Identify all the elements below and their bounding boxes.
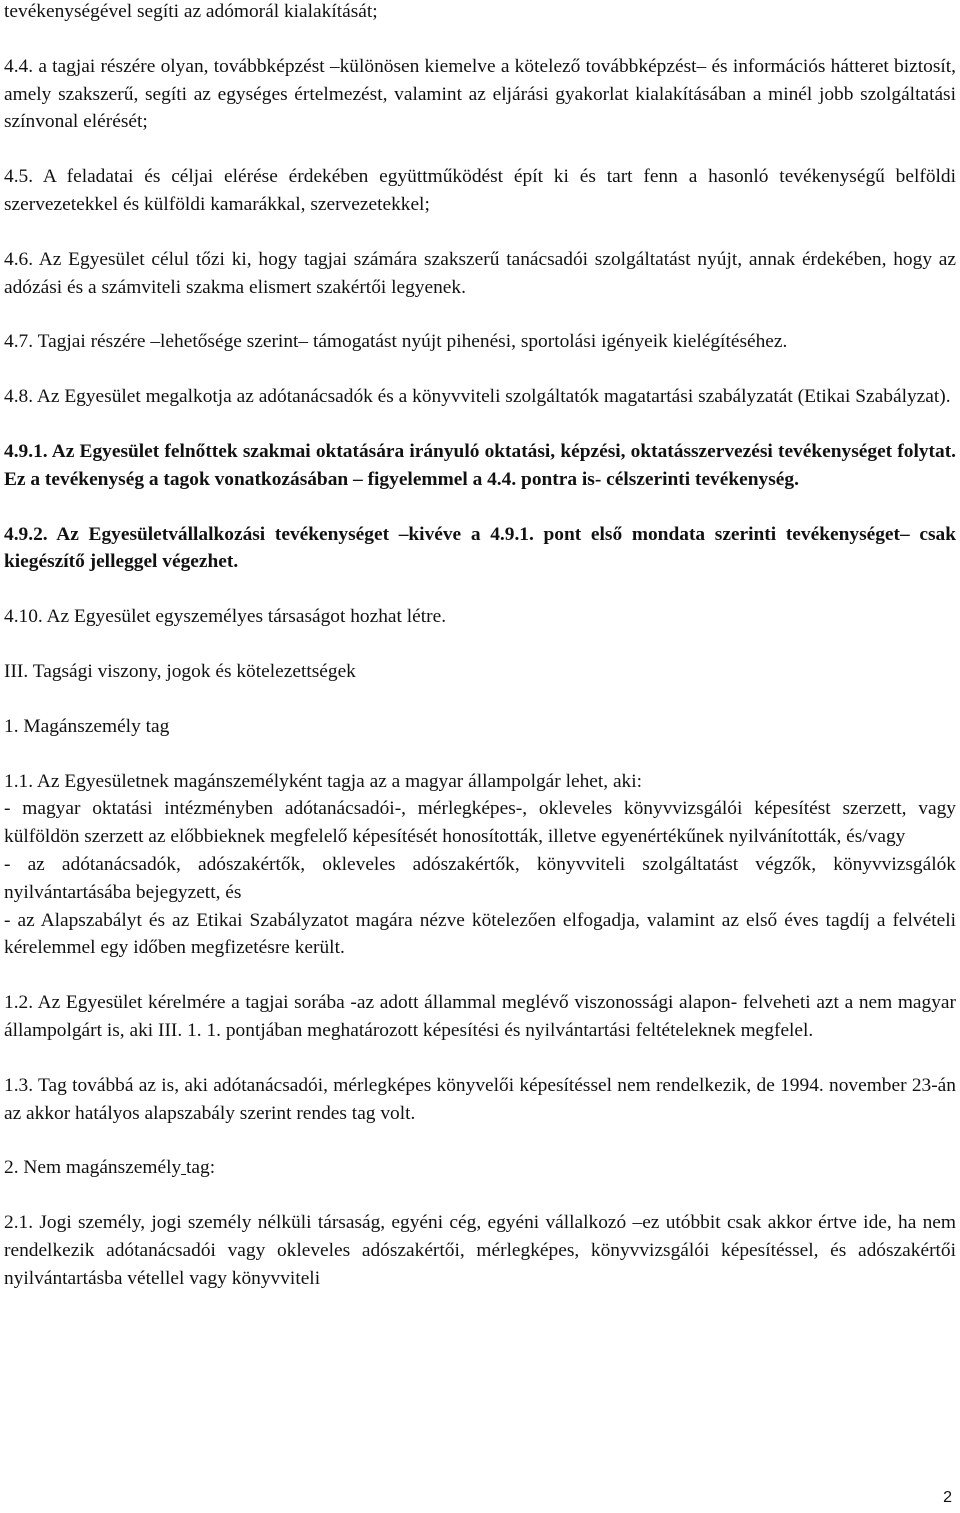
- subsection-heading-2: [4, 1154, 956, 1182]
- paragraph-continuation: tevékenységével segíti az adómorál kialakítását;: [4, 1, 378, 22]
- subsection-heading-2-tail: tag:: [186, 1157, 216, 1179]
- subsection-heading-2-main: 2. Nem magánszemély: [4, 1157, 182, 1179]
- paragraph-4-9-1: 4.9.1. Az Egyesület felnőttek szakmai oktatására irányuló oktatási, képzési, oktatásszervezési tevékenységet folytat. Ez a tevékenység a tagok vonatkozásában – figyelemmel a 4.4. pontra is- célszerinti tevékenység.: [4, 440, 956, 490]
- subsection-heading-1: 1. Magánszemély tag: [4, 715, 170, 737]
- document-page: [4, 0, 956, 1293]
- paragraph-4-6: 4.6. Az Egyesület célul tőzi ki, hogy tagjai számára szakszerű tanácsadói szolgáltatást nyújt, annak érdekében, hogy az adózási és a számviteli szakma elismert szakértői legyenek.: [4, 248, 956, 298]
- list-item-1-1-c: - az Alapszabályt és az Etikai Szabályzatot magára nézve kötelezően elfogadja, valamint az első éves tagdíj a felvételi kérelemmel egy időben megfizetésre került.: [4, 909, 956, 959]
- paragraph-4-4: 4.4. a tagjai részére olyan, továbbképzést –különösen kiemelve a kötelező továbbképzést– és információs hátteret biztosít, amely szakszerű, segíti az egységes értelmezést, valamint az eljárási gyakorlat kialakításában a minél jobb szolgáltatási színvonal elérését;: [4, 55, 956, 133]
- list-item-1-1-b: - az adótanácsadók, adószakértők, okleveles adószakértők, könyvviteli szolgáltatást végzők, könyvvizsgálók nyilvántartásába bejegyzett, és: [4, 853, 956, 903]
- list-item-1-1-a: - magyar oktatási intézményben adótanácsadói-, mérlegképes-, okleveles könyvvizsgálói képesítést szerzett, vagy külföldön szerzett az előbbieknek megfelelő képesítését honosították, illetve egyenértékűnek nyilvánították, és/vagy: [4, 798, 956, 848]
- paragraph-4-8: 4.8. Az Egyesület megalkotja az adótanácsadók és a könyvviteli szolgáltatók magatartási szabályzatát (Etikai Szabályzat).: [4, 386, 951, 408]
- paragraph-4-5: 4.5. A feladatai és céljai elérése érdekében együttműködést épít ki és tart fenn a hasonló tevékenységű belföldi szervezetekkel és külföldi kamarákkal, szervezetekkel;: [4, 166, 956, 215]
- paragraph-4-7: 4.7. Tagjai részére –lehetősége szerint– támogatást nyújt pihenési, sportolási igényeik kielégítéséhez.: [4, 331, 788, 353]
- paragraph-1-3: 1.3. Tag továbbá az is, aki adótanácsadói, mérlegképes könyvelői képesítéssel nem rendelkezik, de 1994. november 23-án az akkor hatályos alapszabály szerint rendes tag volt.: [4, 1074, 956, 1124]
- page-number: 2: [943, 1489, 952, 1506]
- paragraph-1-1: 1.1. Az Egyesületnek magánszemélyként tagja az a magyar állampolgár lehet, aki:: [4, 770, 643, 792]
- paragraph-4-9-2: 4.9.2. Az Egyesületvállalkozási tevékenységet –kivéve a 4.9.1. pont első mondata szerinti tevékenységet– csak kiegészítő jelleggel végezhet.: [4, 523, 956, 573]
- section-heading-iii: III. Tagsági viszony, jogok és kötelezettségek: [4, 660, 356, 682]
- paragraph-4-10: 4.10. Az Egyesület egyszemélyes társaságot hozhat létre.: [4, 606, 447, 628]
- paragraph-2-1: 2.1. Jogi személy, jogi személy nélküli társaság, egyéni cég, egyéni vállalkozó –ez utóbbit csak akkor értve ide, ha nem rendelkezik adótanácsadói vagy okleveles adószakértői, mérlegképes, könyvvizsgálói képesítéssel, és adószakértői nyilvántartásba vétellel vagy könyvviteli: [4, 1212, 956, 1289]
- paragraph-1-2: 1.2. Az Egyesület kérelmére a tagjai sorába -az adott állammal meglévő viszonossági alapon- felveheti azt a nem magyar állampolgárt is, aki III. 1. 1. pontjában meghatározott képesítési és nyilvántartási feltételeknek megfelel.: [4, 992, 956, 1041]
